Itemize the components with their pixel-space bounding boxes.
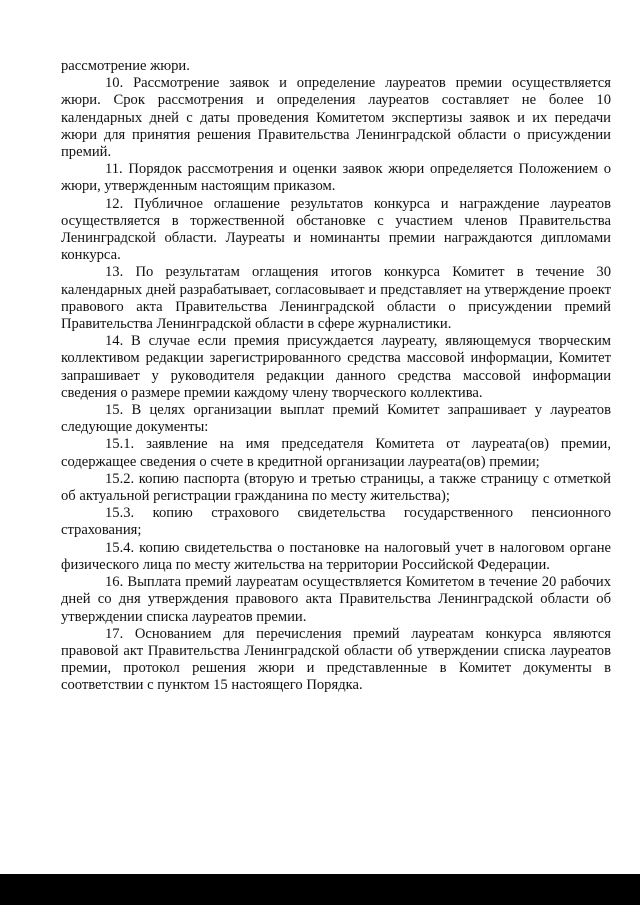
paragraph-16: 16. Выплата премий лауреатам осуществляется Комитетом в течение 20 рабочих дней со дня утверждения правового акта Правительства Ленинградской области об утверждении списка лауреатов премии.: [61, 574, 611, 625]
paragraph-continuation: рассмотрение жюри.: [61, 58, 190, 74]
document-body: [61, 58, 611, 695]
paragraph-15-1: 15.1. заявление на имя председателя Комитета от лауреата(ов) премии, содержащее сведения о счете в кредитной организации лауреата(ов) премии;: [61, 436, 611, 470]
paragraph-14: 14. В случае если премия присуждается лауреату, являющемуся творческим коллективом редакции зарегистрированного средства массовой информации, Комитет запрашивает у руководителя редакции данного средства массовой информации сведения о размере премии каждому члену творческого коллектива.: [61, 333, 611, 401]
paragraph-15: 15. В целях организации выплат премий Комитет запрашивает у лауреатов следующие документы:: [61, 402, 611, 436]
paragraph-10: 10. Рассмотрение заявок и определение лауреатов премии осуществляется жюри. Срок рассмотрения и определения лауреатов составляет не более 10 календарных дней с даты проведения Комитетом экспертизы заявок и их передачи жюри для принятия решения Правительства Ленинградской области о присуждении премий.: [61, 75, 611, 161]
paragraph-13: 13. По результатам оглащения итогов конкурса Комитет в течение 30 календарных дней разрабатывает, согласовывает и представляет на утверждение проект правового акта Правительства Ленинградской области о присуждении премий Правительства Ленинградской области в сфере журналистики.: [61, 264, 611, 333]
paragraph-12: 12. Публичное оглашение результатов конкурса и награждение лауреатов осуществляется в торжественной обстановке с участием членов Правительства Ленинградской области. Лауреаты и номинанты премии награждаются дипломами конкурса.: [61, 195, 611, 264]
paragraph-15-3: 15.3. копию страхового свидетельства государственного пенсионного страхования;: [61, 505, 611, 539]
paragraph-15-2: 15.2. копию паспорта (вторую и третью страницы, а также страницу с отметкой об актуальной регистрации гражданина по месту жительства);: [61, 470, 611, 505]
paragraph-11: 11. Порядок рассмотрения и оценки заявок жюри определяется Положением о жюри, утвержденным настоящим приказом.: [61, 161, 611, 195]
scan-bottom-border: [0, 874, 640, 905]
paragraph-17: 17. Основанием для перечисления премий лауреатам конкурса являются правовой акт Правительства Ленинградской области об утверждении списка лауреатов премии, протокол решения жюри и представленные в Комитет документы в соответствии с пунктом 15 настоящего Порядка.: [61, 625, 611, 694]
paragraph-15-4: 15.4. копию свидетельства о постановке на налоговый учет в налоговом органе физического лица по месту жительства на территории Российской Федерации.: [61, 539, 611, 573]
